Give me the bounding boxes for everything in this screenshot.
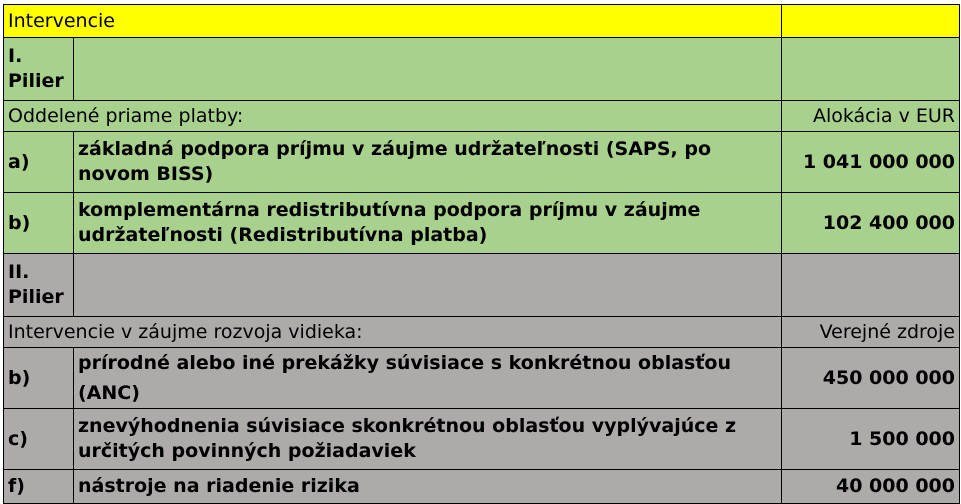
row-code: f) <box>4 470 74 504</box>
table-row <box>4 132 960 193</box>
pillar-1-section-title: Oddelené priame platby: <box>4 101 782 132</box>
row-amount: 450 000 000 <box>782 348 960 409</box>
row-amount: 40 000 000 <box>782 470 960 504</box>
pillar-2-label <box>4 254 74 317</box>
row-code: a) <box>4 132 74 193</box>
row-amount: 1 500 000 <box>782 409 960 470</box>
pillar-1-empty-amount-cell <box>782 38 960 101</box>
interventions-table <box>3 4 960 504</box>
row-amount: 102 400 000 <box>782 193 960 254</box>
row-description: nástroje na riadenie rizika <box>74 470 782 504</box>
pillar-1-label-line2: Pilier <box>8 70 64 92</box>
table-row <box>4 348 960 409</box>
pillar-2-empty-amount-cell <box>782 254 960 317</box>
pillar-1-amount-header: Alokácia v EUR <box>782 101 960 132</box>
pillar-2-section-row <box>4 317 960 348</box>
table-title-empty-cell <box>782 5 960 38</box>
row-code: b) <box>4 193 74 254</box>
row-description: prírodné alebo iné prekážky súvisiace s konkrétnou oblasťou (ANC) <box>74 348 782 409</box>
pillar-1-empty-cell <box>74 38 782 101</box>
table-title: Intervencie <box>4 5 782 38</box>
row-description: znevýhodnenia súvisiace skonkrétnou oblasťou vyplývajúce z určitých povinných požiadaviek <box>74 409 782 470</box>
pillar-2-label-line2: Pilier <box>8 286 64 308</box>
row-description: základná podpora príjmu v záujme udržateľnosti (SAPS, po novom BISS) <box>74 132 782 193</box>
pillar-2-amount-header: Verejné zdroje <box>782 317 960 348</box>
table-row <box>4 409 960 470</box>
pillar-2-label-line1: II. <box>8 261 30 283</box>
table-row <box>4 193 960 254</box>
row-description: komplementárna redistributívna podpora príjmu v záujme udržateľnosti (Redistributívna platba) <box>74 193 782 254</box>
row-code: b) <box>4 348 74 409</box>
pillar-2-empty-cell <box>74 254 782 317</box>
pillar-1-label <box>4 38 74 101</box>
pillar-1-row <box>4 38 960 101</box>
pillar-1-label-line1: I. <box>8 45 23 67</box>
pillar-2-row <box>4 254 960 317</box>
row-code: c) <box>4 409 74 470</box>
table-row <box>4 470 960 504</box>
pillar-1-section-row <box>4 101 960 132</box>
row-amount: 1 041 000 000 <box>782 132 960 193</box>
table-title-row <box>4 5 960 38</box>
pillar-2-section-title: Intervencie v záujme rozvoja vidieka: <box>4 317 782 348</box>
